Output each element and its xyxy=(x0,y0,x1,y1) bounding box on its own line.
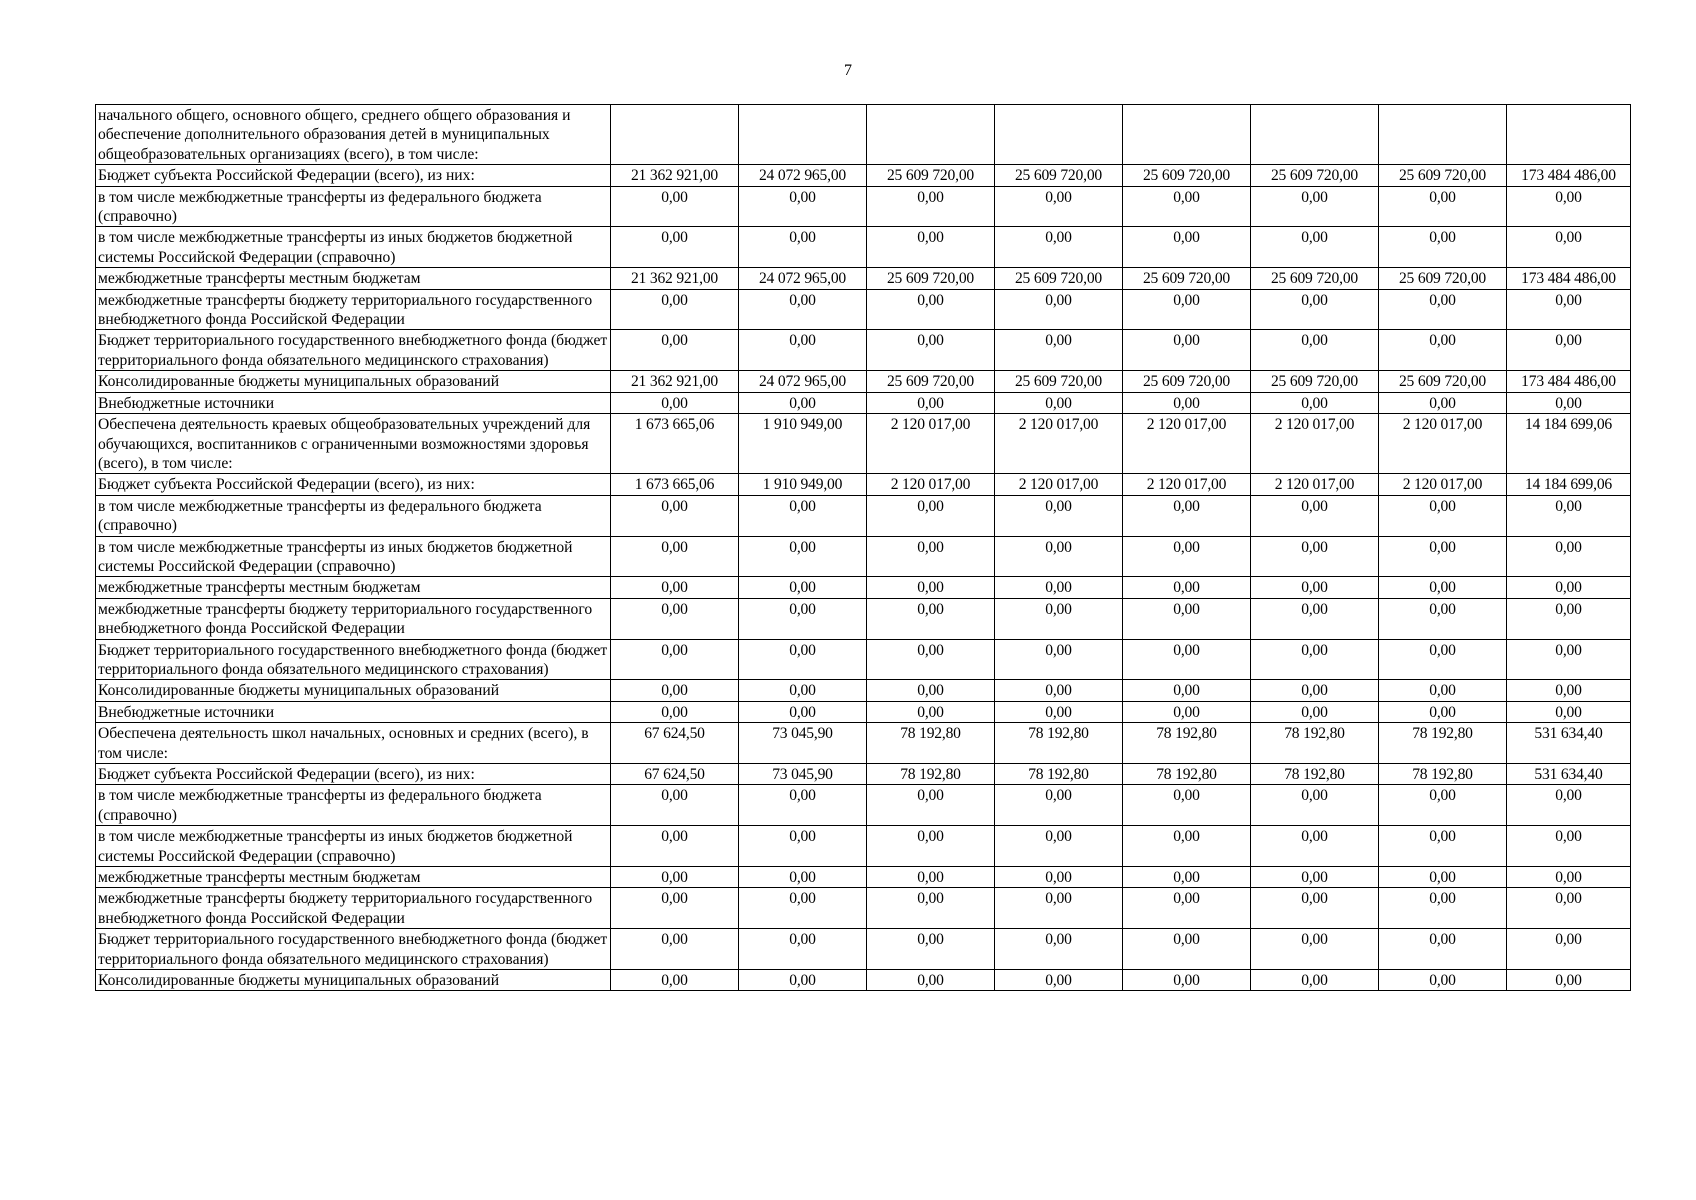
value-cell: 0,00 xyxy=(995,639,1123,680)
row-label-cell: межбюджетные трансферты бюджету территориального государственного внебюджетного фонда Российской Федерации xyxy=(96,888,611,929)
value-cell: 0,00 xyxy=(995,929,1123,970)
table-row xyxy=(96,495,1631,536)
value-cell: 25 609 720,00 xyxy=(1123,165,1251,186)
value-cell: 25 609 720,00 xyxy=(995,268,1123,289)
value-cell: 0,00 xyxy=(739,186,867,227)
table-row xyxy=(96,723,1631,764)
value-cell: 0,00 xyxy=(867,970,995,991)
value-cell: 21 362 921,00 xyxy=(611,371,739,392)
value-cell: 0,00 xyxy=(739,888,867,929)
table-row xyxy=(96,639,1631,680)
value-cell: 0,00 xyxy=(611,186,739,227)
value-cell: 0,00 xyxy=(1251,392,1379,413)
row-label-cell: в том числе межбюджетные трансферты из иных бюджетов бюджетной системы Российской Федерации (справочно) xyxy=(96,826,611,867)
value-cell: 0,00 xyxy=(1251,929,1379,970)
value-cell: 0,00 xyxy=(611,701,739,722)
value-cell: 0,00 xyxy=(867,929,995,970)
row-label-cell: Обеспечена деятельность школ начальных, основных и средних (всего), в том числе: xyxy=(96,723,611,764)
value-cell: 531 634,40 xyxy=(1507,723,1631,764)
value-cell: 0,00 xyxy=(1251,536,1379,577)
row-label-cell: Бюджет территориального государственного внебюджетного фонда (бюджет территориального фонда обязательного медицинского страхования) xyxy=(96,330,611,371)
value-cell: 24 072 965,00 xyxy=(739,268,867,289)
row-label-cell: Консолидированные бюджеты муниципальных образований xyxy=(96,970,611,991)
value-cell: 0,00 xyxy=(1379,598,1507,639)
value-cell: 0,00 xyxy=(1123,289,1251,330)
value-cell: 173 484 486,00 xyxy=(1507,268,1631,289)
value-cell: 0,00 xyxy=(739,227,867,268)
value-cell: 0,00 xyxy=(867,680,995,701)
value-cell: 0,00 xyxy=(1123,577,1251,598)
value-cell: 0,00 xyxy=(1379,680,1507,701)
table-row xyxy=(96,536,1631,577)
value-cell: 0,00 xyxy=(739,289,867,330)
value-cell: 2 120 017,00 xyxy=(867,414,995,474)
value-cell: 0,00 xyxy=(1123,598,1251,639)
value-cell: 0,00 xyxy=(867,785,995,826)
value-cell: 0,00 xyxy=(611,680,739,701)
value-cell: 0,00 xyxy=(1123,186,1251,227)
value-cell: 0,00 xyxy=(1251,598,1379,639)
value-cell: 0,00 xyxy=(995,701,1123,722)
value-cell: 0,00 xyxy=(1123,639,1251,680)
value-cell xyxy=(611,105,739,165)
value-cell: 173 484 486,00 xyxy=(1507,165,1631,186)
value-cell: 0,00 xyxy=(1123,680,1251,701)
value-cell: 0,00 xyxy=(995,289,1123,330)
row-label-cell: Внебюджетные источники xyxy=(96,392,611,413)
value-cell: 0,00 xyxy=(867,186,995,227)
value-cell: 0,00 xyxy=(867,598,995,639)
value-cell: 0,00 xyxy=(1123,536,1251,577)
value-cell: 0,00 xyxy=(1379,888,1507,929)
value-cell: 0,00 xyxy=(1507,929,1631,970)
table-row xyxy=(96,598,1631,639)
value-cell: 0,00 xyxy=(995,888,1123,929)
value-cell: 2 120 017,00 xyxy=(867,474,995,495)
value-cell: 0,00 xyxy=(1379,826,1507,867)
value-cell: 0,00 xyxy=(995,680,1123,701)
value-cell: 0,00 xyxy=(1507,639,1631,680)
budget-table-body xyxy=(96,105,1631,991)
table-row xyxy=(96,888,1631,929)
row-label-cell: в том числе межбюджетные трансферты из иных бюджетов бюджетной системы Российской Федерации (справочно) xyxy=(96,227,611,268)
value-cell: 0,00 xyxy=(867,227,995,268)
table-row xyxy=(96,330,1631,371)
value-cell: 78 192,80 xyxy=(867,723,995,764)
value-cell: 2 120 017,00 xyxy=(1251,414,1379,474)
value-cell: 0,00 xyxy=(611,536,739,577)
value-cell: 0,00 xyxy=(1507,577,1631,598)
value-cell: 0,00 xyxy=(611,826,739,867)
value-cell: 0,00 xyxy=(867,577,995,598)
value-cell: 0,00 xyxy=(1507,970,1631,991)
table-row xyxy=(96,577,1631,598)
value-cell: 0,00 xyxy=(995,330,1123,371)
value-cell: 0,00 xyxy=(611,598,739,639)
value-cell: 0,00 xyxy=(1379,785,1507,826)
value-cell: 0,00 xyxy=(611,577,739,598)
value-cell: 25 609 720,00 xyxy=(1379,371,1507,392)
value-cell: 0,00 xyxy=(611,867,739,888)
value-cell: 0,00 xyxy=(739,639,867,680)
row-label-cell: в том числе межбюджетные трансферты из иных бюджетов бюджетной системы Российской Федерации (справочно) xyxy=(96,536,611,577)
value-cell: 0,00 xyxy=(1123,785,1251,826)
value-cell: 0,00 xyxy=(1251,867,1379,888)
value-cell: 0,00 xyxy=(1123,970,1251,991)
value-cell: 0,00 xyxy=(995,598,1123,639)
value-cell: 0,00 xyxy=(739,392,867,413)
value-cell: 2 120 017,00 xyxy=(1379,414,1507,474)
value-cell: 0,00 xyxy=(1379,970,1507,991)
table-row xyxy=(96,268,1631,289)
value-cell: 78 192,80 xyxy=(1123,764,1251,785)
value-cell: 0,00 xyxy=(995,536,1123,577)
value-cell: 0,00 xyxy=(611,785,739,826)
row-label-cell: Консолидированные бюджеты муниципальных образований xyxy=(96,680,611,701)
value-cell: 0,00 xyxy=(1379,330,1507,371)
value-cell: 0,00 xyxy=(1123,227,1251,268)
value-cell: 0,00 xyxy=(611,639,739,680)
value-cell: 0,00 xyxy=(1379,867,1507,888)
value-cell: 0,00 xyxy=(995,186,1123,227)
value-cell: 0,00 xyxy=(1123,867,1251,888)
value-cell xyxy=(867,105,995,165)
table-row xyxy=(96,785,1631,826)
page-number: 7 xyxy=(844,62,852,79)
value-cell: 0,00 xyxy=(995,867,1123,888)
value-cell: 0,00 xyxy=(867,536,995,577)
value-cell: 0,00 xyxy=(867,330,995,371)
value-cell: 78 192,80 xyxy=(867,764,995,785)
value-cell: 0,00 xyxy=(1251,186,1379,227)
value-cell: 0,00 xyxy=(739,495,867,536)
value-cell: 73 045,90 xyxy=(739,723,867,764)
table-row xyxy=(96,371,1631,392)
row-label-cell: Бюджет субъекта Российской Федерации (всего), из них: xyxy=(96,764,611,785)
value-cell: 0,00 xyxy=(1123,330,1251,371)
value-cell: 0,00 xyxy=(739,330,867,371)
value-cell: 0,00 xyxy=(995,495,1123,536)
value-cell: 0,00 xyxy=(739,536,867,577)
value-cell: 0,00 xyxy=(739,577,867,598)
value-cell xyxy=(739,105,867,165)
row-label-cell: в том числе межбюджетные трансферты из федерального бюджета (справочно) xyxy=(96,495,611,536)
table-row xyxy=(96,929,1631,970)
value-cell xyxy=(1507,105,1631,165)
value-cell: 0,00 xyxy=(867,701,995,722)
value-cell: 0,00 xyxy=(1251,289,1379,330)
value-cell: 0,00 xyxy=(1507,330,1631,371)
value-cell: 0,00 xyxy=(1251,495,1379,536)
table-row xyxy=(96,680,1631,701)
value-cell: 0,00 xyxy=(995,826,1123,867)
table-row xyxy=(96,970,1631,991)
value-cell: 0,00 xyxy=(739,867,867,888)
value-cell: 25 609 720,00 xyxy=(1123,268,1251,289)
value-cell: 0,00 xyxy=(739,826,867,867)
value-cell: 25 609 720,00 xyxy=(867,165,995,186)
value-cell: 0,00 xyxy=(1251,639,1379,680)
value-cell: 25 609 720,00 xyxy=(1251,165,1379,186)
value-cell: 0,00 xyxy=(611,330,739,371)
value-cell: 0,00 xyxy=(1507,536,1631,577)
value-cell: 14 184 699,06 xyxy=(1507,474,1631,495)
value-cell: 0,00 xyxy=(1379,536,1507,577)
table-row xyxy=(96,186,1631,227)
table-row xyxy=(96,289,1631,330)
value-cell: 0,00 xyxy=(611,227,739,268)
table-row xyxy=(96,867,1631,888)
row-label-cell: Внебюджетные источники xyxy=(96,701,611,722)
value-cell: 0,00 xyxy=(1251,888,1379,929)
table-row xyxy=(96,165,1631,186)
table-row xyxy=(96,701,1631,722)
table-row xyxy=(96,105,1631,165)
value-cell: 73 045,90 xyxy=(739,764,867,785)
value-cell: 1 910 949,00 xyxy=(739,414,867,474)
value-cell: 0,00 xyxy=(1251,330,1379,371)
value-cell: 0,00 xyxy=(1251,227,1379,268)
value-cell: 0,00 xyxy=(1379,701,1507,722)
row-label-cell: в том числе межбюджетные трансферты из федерального бюджета (справочно) xyxy=(96,186,611,227)
value-cell: 1 673 665,06 xyxy=(611,414,739,474)
value-cell: 0,00 xyxy=(1379,392,1507,413)
value-cell: 0,00 xyxy=(1123,392,1251,413)
value-cell: 0,00 xyxy=(739,701,867,722)
value-cell: 0,00 xyxy=(995,970,1123,991)
value-cell: 25 609 720,00 xyxy=(1379,268,1507,289)
value-cell: 0,00 xyxy=(1507,888,1631,929)
value-cell: 0,00 xyxy=(739,929,867,970)
row-label-cell: межбюджетные трансферты местным бюджетам xyxy=(96,268,611,289)
value-cell: 0,00 xyxy=(1507,826,1631,867)
value-cell: 21 362 921,00 xyxy=(611,268,739,289)
table-row xyxy=(96,227,1631,268)
value-cell: 0,00 xyxy=(1251,680,1379,701)
value-cell: 0,00 xyxy=(867,392,995,413)
row-label-cell: начального общего, основного общего, среднего общего образования и обеспечение дополнительного образования детей в муниципальных общеобразовательных организациях (всего), в том числе: xyxy=(96,105,611,165)
value-cell: 0,00 xyxy=(1379,227,1507,268)
value-cell: 0,00 xyxy=(739,970,867,991)
row-label-cell: Бюджет субъекта Российской Федерации (всего), из них: xyxy=(96,165,611,186)
value-cell: 0,00 xyxy=(1379,495,1507,536)
row-label-cell: Обеспечена деятельность краевых общеобразовательных учреждений для обучающихся, воспитанников с ограниченными возможностями здоровья (всего), в том числе: xyxy=(96,414,611,474)
value-cell: 0,00 xyxy=(867,867,995,888)
value-cell: 0,00 xyxy=(1379,577,1507,598)
value-cell xyxy=(1251,105,1379,165)
value-cell: 78 192,80 xyxy=(1251,764,1379,785)
row-label-cell: Бюджет территориального государственного внебюджетного фонда (бюджет территориального фонда обязательного медицинского страхования) xyxy=(96,929,611,970)
value-cell: 1 910 949,00 xyxy=(739,474,867,495)
row-label-cell: межбюджетные трансферты бюджету территориального государственного внебюджетного фонда Российской Федерации xyxy=(96,598,611,639)
value-cell: 25 609 720,00 xyxy=(1251,268,1379,289)
value-cell: 25 609 720,00 xyxy=(1379,165,1507,186)
row-label-cell: межбюджетные трансферты бюджету территориального государственного внебюджетного фонда Российской Федерации xyxy=(96,289,611,330)
value-cell: 0,00 xyxy=(1507,701,1631,722)
value-cell: 67 624,50 xyxy=(611,764,739,785)
value-cell: 78 192,80 xyxy=(995,764,1123,785)
value-cell: 0,00 xyxy=(1379,639,1507,680)
value-cell: 2 120 017,00 xyxy=(995,474,1123,495)
value-cell: 78 192,80 xyxy=(1251,723,1379,764)
value-cell: 0,00 xyxy=(1251,785,1379,826)
value-cell: 0,00 xyxy=(867,826,995,867)
value-cell: 0,00 xyxy=(739,598,867,639)
value-cell: 25 609 720,00 xyxy=(867,268,995,289)
value-cell: 0,00 xyxy=(611,495,739,536)
value-cell: 0,00 xyxy=(1507,680,1631,701)
row-label-cell: межбюджетные трансферты местным бюджетам xyxy=(96,867,611,888)
value-cell: 0,00 xyxy=(611,929,739,970)
value-cell: 78 192,80 xyxy=(1123,723,1251,764)
value-cell: 0,00 xyxy=(611,289,739,330)
value-cell: 173 484 486,00 xyxy=(1507,371,1631,392)
value-cell: 0,00 xyxy=(867,888,995,929)
row-label-cell: Консолидированные бюджеты муниципальных образований xyxy=(96,371,611,392)
value-cell: 0,00 xyxy=(739,680,867,701)
value-cell: 2 120 017,00 xyxy=(1379,474,1507,495)
budget-table xyxy=(95,104,1631,991)
value-cell: 0,00 xyxy=(1507,289,1631,330)
value-cell: 78 192,80 xyxy=(995,723,1123,764)
value-cell: 25 609 720,00 xyxy=(867,371,995,392)
value-cell: 0,00 xyxy=(1251,577,1379,598)
row-label-cell: Бюджет субъекта Российской Федерации (всего), из них: xyxy=(96,474,611,495)
table-row xyxy=(96,764,1631,785)
value-cell: 0,00 xyxy=(1251,970,1379,991)
value-cell: 0,00 xyxy=(1123,826,1251,867)
value-cell: 0,00 xyxy=(867,495,995,536)
value-cell: 0,00 xyxy=(995,227,1123,268)
value-cell: 67 624,50 xyxy=(611,723,739,764)
value-cell: 0,00 xyxy=(1507,227,1631,268)
value-cell: 0,00 xyxy=(1123,701,1251,722)
value-cell: 0,00 xyxy=(867,639,995,680)
value-cell: 2 120 017,00 xyxy=(1123,414,1251,474)
value-cell: 0,00 xyxy=(739,785,867,826)
value-cell: 25 609 720,00 xyxy=(1123,371,1251,392)
value-cell: 0,00 xyxy=(1123,929,1251,970)
value-cell xyxy=(995,105,1123,165)
value-cell: 0,00 xyxy=(1379,289,1507,330)
value-cell: 0,00 xyxy=(1251,826,1379,867)
value-cell: 78 192,80 xyxy=(1379,764,1507,785)
value-cell: 2 120 017,00 xyxy=(995,414,1123,474)
value-cell: 0,00 xyxy=(1379,929,1507,970)
value-cell: 2 120 017,00 xyxy=(1251,474,1379,495)
row-label-cell: Бюджет территориального государственного внебюджетного фонда (бюджет территориального фонда обязательного медицинского страхования) xyxy=(96,639,611,680)
value-cell: 0,00 xyxy=(1507,495,1631,536)
value-cell: 0,00 xyxy=(1123,495,1251,536)
row-label-cell: межбюджетные трансферты местным бюджетам xyxy=(96,577,611,598)
value-cell: 0,00 xyxy=(611,970,739,991)
value-cell: 0,00 xyxy=(1251,701,1379,722)
table-row xyxy=(96,392,1631,413)
value-cell: 25 609 720,00 xyxy=(995,371,1123,392)
value-cell: 14 184 699,06 xyxy=(1507,414,1631,474)
value-cell: 2 120 017,00 xyxy=(1123,474,1251,495)
value-cell: 78 192,80 xyxy=(1379,723,1507,764)
row-label-cell: в том числе межбюджетные трансферты из федерального бюджета (справочно) xyxy=(96,785,611,826)
value-cell: 24 072 965,00 xyxy=(739,165,867,186)
value-cell: 531 634,40 xyxy=(1507,764,1631,785)
value-cell: 0,00 xyxy=(995,785,1123,826)
table-row xyxy=(96,474,1631,495)
value-cell xyxy=(1123,105,1251,165)
value-cell: 0,00 xyxy=(995,577,1123,598)
value-cell: 0,00 xyxy=(995,392,1123,413)
value-cell: 1 673 665,06 xyxy=(611,474,739,495)
value-cell: 25 609 720,00 xyxy=(995,165,1123,186)
value-cell: 0,00 xyxy=(867,289,995,330)
table-row xyxy=(96,414,1631,474)
value-cell: 0,00 xyxy=(1379,186,1507,227)
table-row xyxy=(96,826,1631,867)
value-cell: 24 072 965,00 xyxy=(739,371,867,392)
value-cell: 0,00 xyxy=(1507,785,1631,826)
value-cell: 0,00 xyxy=(1507,392,1631,413)
value-cell: 0,00 xyxy=(611,392,739,413)
value-cell: 0,00 xyxy=(1507,598,1631,639)
value-cell: 0,00 xyxy=(1507,867,1631,888)
value-cell: 0,00 xyxy=(1123,888,1251,929)
value-cell: 0,00 xyxy=(1507,186,1631,227)
value-cell: 25 609 720,00 xyxy=(1251,371,1379,392)
value-cell: 21 362 921,00 xyxy=(611,165,739,186)
value-cell: 0,00 xyxy=(611,888,739,929)
value-cell xyxy=(1379,105,1507,165)
